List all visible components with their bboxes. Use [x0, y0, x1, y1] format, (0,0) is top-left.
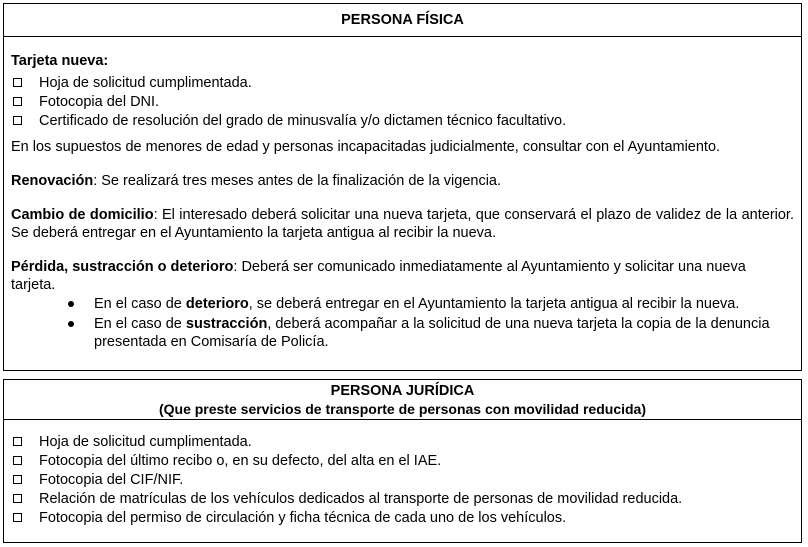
renovacion-paragraph: Renovación: Se realizará tres meses antes de la finalización de la vigencia.	[11, 173, 502, 189]
persona-juridica-content	[4, 420, 801, 528]
persona-juridica-checklist	[11, 433, 794, 528]
checklist-item: Fotocopia del último recibo o, en su defecto, del alta en el IAE.	[11, 452, 794, 471]
menores-note: En los supuestos de menores de edad y personas incapacitadas judicialmente, consultar con el Ayuntamiento.	[11, 139, 721, 155]
bullet-item: En el caso de sustracción, deberá acompañar a la solicitud de una nueva tarjeta la copia de la denuncia presentada en Comisaría de Policía.	[94, 315, 794, 351]
persona-fisica-title: PERSONA FÍSICA	[4, 4, 801, 37]
bullet-icon	[68, 301, 74, 307]
checkbox-icon	[13, 116, 22, 125]
checkbox-icon	[13, 78, 22, 87]
checklist-item: Fotocopia del permiso de circulación y ficha técnica de cada uno de los vehículos.	[11, 509, 794, 528]
persona-juridica-header	[4, 380, 801, 420]
checklist-item: Fotocopia del DNI.	[11, 93, 794, 112]
persona-fisica-section	[3, 3, 802, 371]
persona-fisica-content	[4, 37, 801, 351]
checkbox-icon	[13, 437, 22, 446]
checkbox-icon	[13, 456, 22, 465]
persona-juridica-subtitle: (Que preste servicios de transporte de personas con movilidad reducida)	[158, 401, 647, 417]
tarjeta-nueva-heading: Tarjeta nueva:	[11, 53, 109, 69]
checkbox-icon	[13, 494, 22, 503]
checklist-item: Fotocopia del CIF/NIF.	[11, 471, 794, 490]
persona-juridica-title: PERSONA JURÍDICA	[330, 383, 475, 399]
checkbox-icon	[13, 513, 22, 522]
cambio-domicilio-paragraph: Cambio de domicilio: El interesado deberá solicitar una nueva tarjeta, que conservará el plazo de validez de la anterior. Se deberá entregar en el Ayuntamiento la tarjeta antigua al recibir la nueva.	[11, 207, 794, 241]
bullet-item: En el caso de deterioro, se deberá entregar en el Ayuntamiento la tarjeta antigua al recibir la nueva.	[94, 295, 794, 313]
perdida-bullet-list	[11, 295, 794, 351]
checklist-item: Relación de matrículas de los vehículos dedicados al transporte de personas de movilidad reducida.	[11, 490, 794, 509]
checklist-item: Hoja de solicitud cumplimentada.	[11, 74, 794, 93]
bullet-icon	[68, 321, 74, 327]
persona-juridica-section	[3, 379, 802, 543]
checkbox-icon	[13, 97, 22, 106]
checkbox-icon	[13, 475, 22, 484]
perdida-paragraph: Pérdida, sustracción o deterioro: Deberá ser comunicado inmediatamente al Ayuntamiento y solicitar una nueva tarjeta.	[11, 259, 746, 293]
tarjeta-nueva-checklist	[11, 74, 794, 131]
checklist-item: Hoja de solicitud cumplimentada.	[11, 433, 794, 452]
checklist-item: Certificado de resolución del grado de minusvalía y/o dictamen técnico facultativo.	[11, 112, 794, 131]
